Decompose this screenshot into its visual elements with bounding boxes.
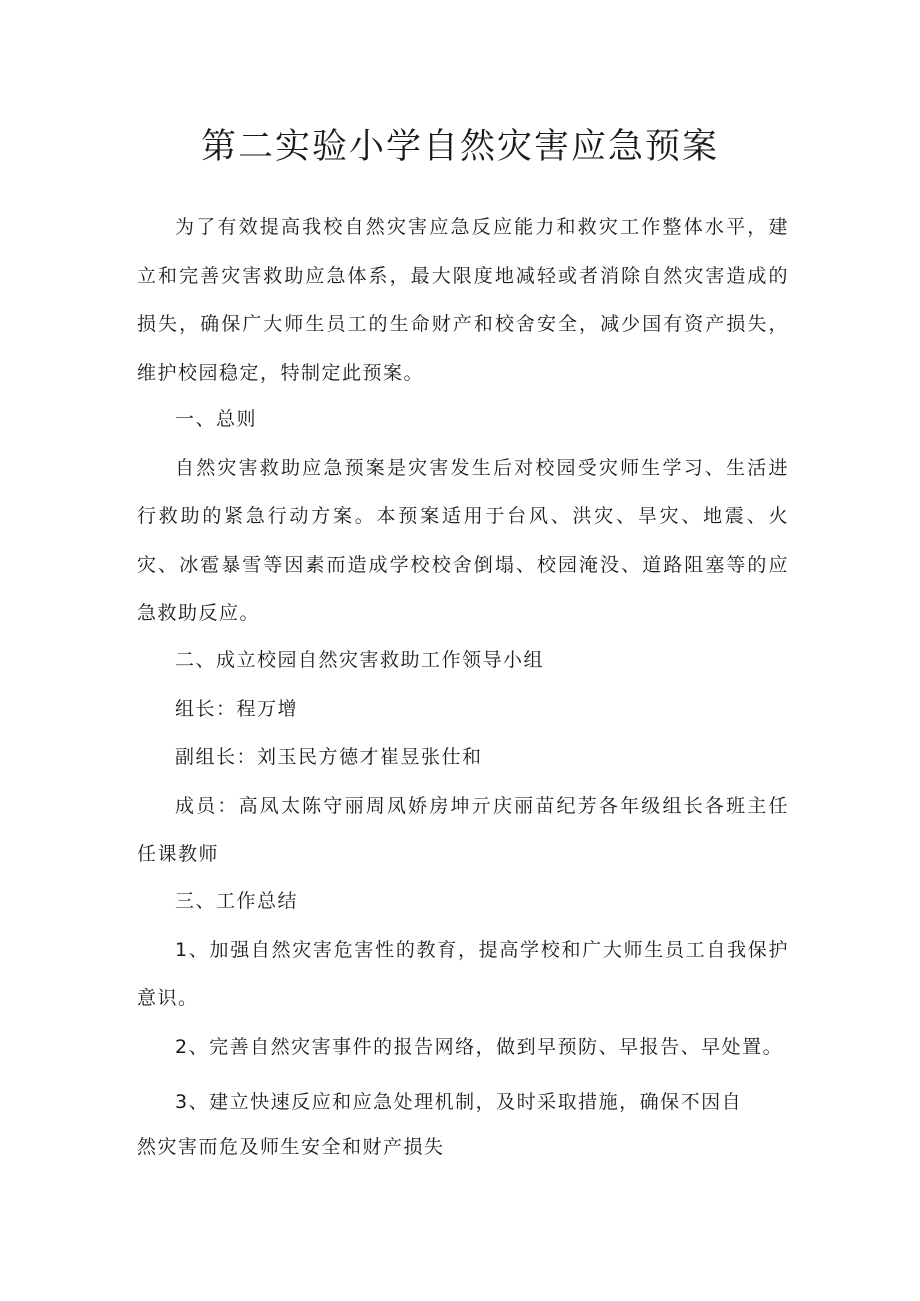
members-paragraph: 成员：高凤太陈守丽周凤娇房坤亓庆丽苗纪芳各年级组长各班主任任课教师 — [137, 794, 789, 865]
intro-paragraph: 为了有效提高我校自然灾害应急反应能力和救灾工作整体水平，建立和完善灾害救助应急体系，最大限度地减轻或者消除自然灾害造成的损失，确保广大师生员工的生命财产和校舍安全，减少国有资产损失，维护校园稳定，特制定此预案。 — [137, 216, 789, 384]
section-3 — [137, 877, 789, 1071]
item-3-line-1: 3、建立快速反应和应急处理机制，及时采取措施，确保不因自 — [175, 1091, 743, 1113]
deputy-leaders-line: 副组长：刘玉民方德才崔昱张仕和 — [175, 746, 483, 768]
item-3-line-2: 然灾害而危及师生安全和财产损失 — [137, 1136, 445, 1158]
section-2-heading: 二、成立校园自然灾害救助工作领导小组 — [175, 649, 545, 671]
item-3 — [137, 1087, 797, 1167]
section-2 — [137, 636, 789, 879]
document-title: 第二实验小学自然灾害应急预案 — [200, 127, 719, 167]
item-1: 1、加强自然灾害危害性的教育，提高学校和广大师生员工自我保护意识。 — [137, 938, 789, 1009]
leader-line: 组长：程万增 — [175, 697, 299, 720]
section-1-heading: 一、总则 — [175, 408, 258, 430]
document-body — [137, 203, 789, 397]
item-2: 2、完善自然灾害事件的报告网络，做到早预防、早报告、早处置。 — [175, 1035, 784, 1058]
section-3-heading: 三、工作总结 — [175, 890, 299, 912]
section-1-body: 自然灾害救助应急预案是灾害发生后对校园受灾师生学习、生活进行救助的紧急行动方案。本预案适用于台风、洪灾、旱灾、地震、火灾、冰雹暴雪等因素而造成学校校舍倒塌、校园淹没、道路阻塞等的应急救助反应。 — [137, 456, 789, 624]
section-1 — [137, 395, 789, 638]
